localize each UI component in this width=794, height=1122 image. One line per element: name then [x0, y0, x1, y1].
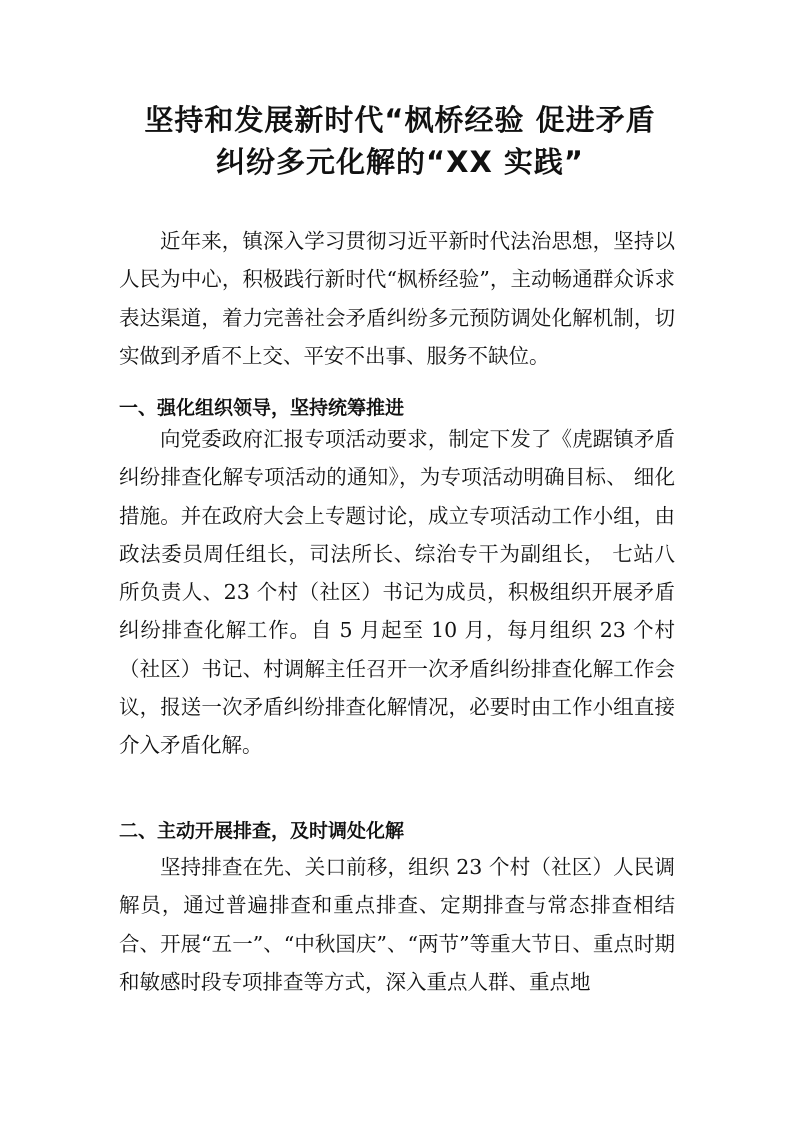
section-1-heading: 一、强化组织领导，坚持统筹推进: [119, 397, 405, 419]
section-2-body: 坚持排查在先、关口前移，组织 23 个村（社区）人民调解员，通过普遍排查和重点排查、定期排查与常态排查相结合、开展“五一”、“中秋国庆”、“两节”等重大节日、重点时期和敏感时段专项排查等方式，深入重点人群、重点地: [119, 855, 675, 994]
document-title-line-2: 纠纷多元化解的“XX 实践”: [216, 145, 584, 179]
section-2-heading: 二、主动开展排查，及时调处化解: [119, 820, 405, 842]
section-1-body: 向党委政府汇报专项活动要求，制定下发了《虎踞镇矛盾纠纷排查化解专项活动的通知》，为专项活动明确目标、 细化措施。并在政府大会上专题讨论，成立专项活动工作小组，由政法委员周任组长，司法所长、综治专干为副组长， 七站八所负责人、23 个村（社区）书记为成员，积极组织开展矛盾纠纷排查化解工作。自 5 月起至 10 月，每月组织 23 个村（社区）书记、村调解主任召开一次矛盾纠纷排查化解工作会议，报送一次矛盾纠纷排查化解情况，必要时由工作小组直接介入矛盾化解。: [119, 427, 675, 758]
document-title-line-1: 坚持和发展新时代“枫桥经验 促进矛盾: [144, 103, 656, 137]
intro-paragraph: 近年来，镇深入学习贯彻习近平新时代法治思想，坚持以人民为中心，积极践行新时代“枫桥经验”，主动畅通群众诉求表达渠道，着力完善社会矛盾纠纷多元预防调处化解机制，切实做到矛盾不上交、平安不出事、服务不缺位。: [119, 229, 675, 368]
